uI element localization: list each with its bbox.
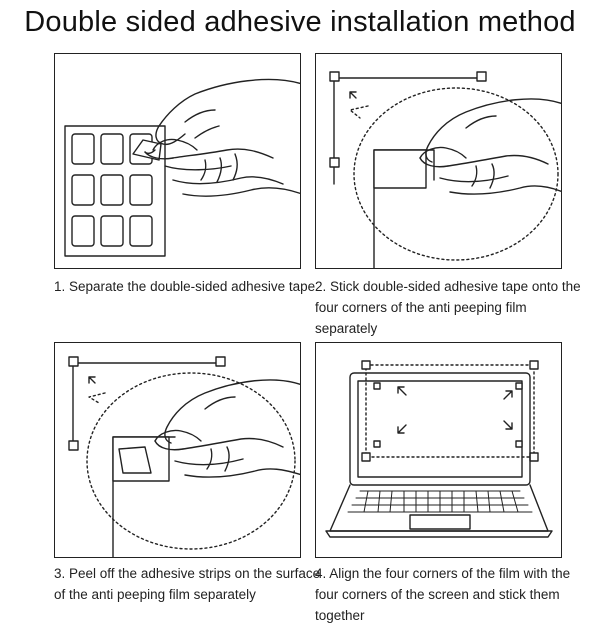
step-2-illustration [315,53,562,269]
step-3-caption: 3. Peel off the adhesive strips on the surface of the anti peeping film separately [54,566,321,602]
page-title: Double sided adhesive installation method [24,6,576,38]
step-3-drawing [55,343,301,558]
step-2-caption: 2. Stick double-sided adhesive tape onto the four corners of the anti peeping film separately [315,279,581,336]
step-3-illustration [54,342,301,558]
step-1-illustration [54,53,301,269]
step-1-drawing [55,54,301,269]
step-1-caption: 1. Separate the double-sided adhesive tape [54,279,316,294]
step-4-drawing [316,343,562,558]
step-4-caption: 4. Align the four corners of the film with the four corners of the screen and stick them together [315,566,571,623]
step-2-drawing [316,54,562,269]
step-4-illustration [315,342,562,558]
